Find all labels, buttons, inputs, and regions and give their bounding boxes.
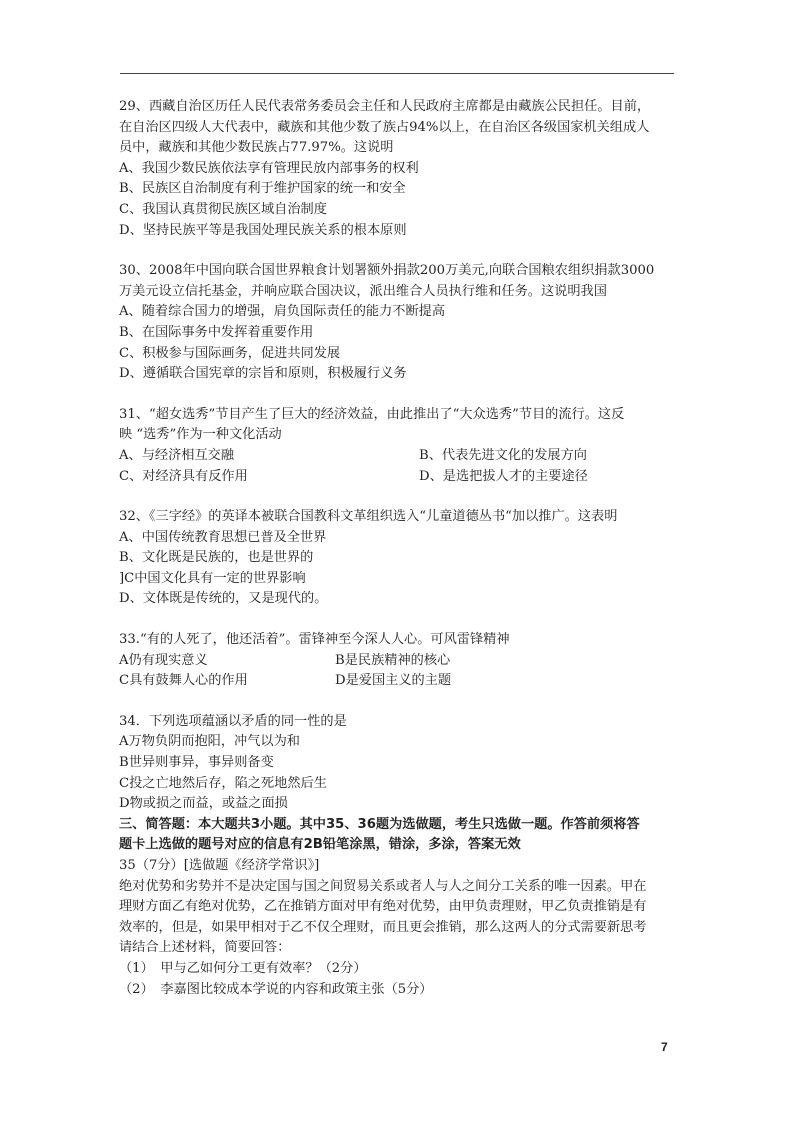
- option-d: D、遵循联合国宪章的宗旨和原则，积极履行义务: [119, 366, 407, 382]
- question-stem-line: 员中，藏族和其他少数民族占77.97%。这说明: [119, 140, 394, 156]
- exam-page-content: [119, 97, 675, 1000]
- question-34: [119, 712, 675, 815]
- page-number: 7: [661, 1040, 668, 1054]
- passage-line: 请结合上述材料，简要回答：: [119, 940, 291, 956]
- option-c: C、积极参与国际画务，促进共同发展: [119, 345, 341, 361]
- option-a: A万物负阴而抱阳，冲气以为和: [119, 734, 300, 750]
- question-stem-line: 33.“有的人死了，他还活着”。雷锋神至今深人人心。可风雷锋精神: [119, 632, 510, 648]
- question-31: [119, 405, 675, 487]
- option-a: A、与经济相互交融: [119, 447, 235, 463]
- option-a: A、我国少数民族依法享有管理民放内部事务的权利: [119, 160, 419, 176]
- option-b: B、民族区自治制度有利于维护国家的统一和安全: [119, 181, 406, 197]
- section-heading-line: 三、简答题：本大题共3小题。其中35、36题为选做题，考生只选做一题。作答前须将答: [119, 816, 640, 832]
- question-29: [119, 97, 675, 241]
- option-b: B世异则事异，事异则备变: [119, 755, 274, 771]
- question-30: [119, 261, 675, 385]
- option-a: A、随着综合国力的增强，肩负国际责任的能力不断提高: [119, 304, 446, 320]
- option-a: A、中国传统教育思想已普及全世界: [119, 529, 327, 545]
- option-d: D、文体既是传统的，又是现代的。: [119, 591, 328, 607]
- question-stem-line: 在自治区四级人大代表中，藏族和其他少数了族占94%以上，在自治区各级国家机关组成人: [119, 119, 650, 135]
- option-c: C、我国认真贯彻民族区域自治制度: [119, 201, 327, 217]
- question-stem-line: 映 “选秀”作为一种文化活动: [119, 427, 282, 443]
- question-stem-line: 31、“超女选秀”节目产生了巨大的经济效益，由此推出了“大众选秀”节目的流行。这反: [119, 406, 625, 422]
- section-heading-line: 题卡上选做的题号对应的信息有2B铅笔涂黑，错涂，多涂，答案无效: [119, 837, 521, 853]
- option-d: D是爱国主义的主题: [335, 673, 452, 689]
- question-33: [119, 630, 675, 692]
- option-row: [119, 446, 675, 467]
- question-stem-line: 29、西藏自治区历任人民代表常务委员会主任和人民政府主席都是由藏族公民担任。目前，: [119, 99, 651, 114]
- question-stem-line: 32、《三字经》的英译本被联合国教科文革组织选入“儿童道德丛书“加以推广。这表明: [119, 509, 618, 525]
- passage-line: 效率的，但是，如果甲相对于乙不仅仝理财，而且更会推销，那么这两人的分式需要新思考: [119, 919, 647, 935]
- option-row: [119, 651, 675, 672]
- passage-line: 绝对优势和劣势并不是决定国与国之间贸易关系或者人与人之间分工关系的唯一因素。甲在: [119, 878, 647, 894]
- question-stem-line: 万美元设立信托基金，并响应联合国决议，派出维合人员执行维和任务。这说明我国: [119, 283, 607, 299]
- sub-question-2: （2） 李嘉图比较成本学说的内容和政策主张（5分）: [119, 981, 433, 997]
- option-b: B、代表先进文化的发展方向: [419, 447, 587, 463]
- section-3-heading: [119, 815, 675, 856]
- option-row: [119, 467, 675, 488]
- question-35: [119, 856, 675, 1000]
- option-c: ]C中国文化具有一定的世界影响: [119, 570, 306, 586]
- option-c: C投之亡地然后存，陷之死地然后生: [119, 775, 327, 791]
- question-32: [119, 507, 675, 610]
- option-b: B、文化既是民族的，也是世界的: [119, 550, 314, 566]
- question-title: 35（7分）[选做题《经济学常识》]: [119, 858, 320, 873]
- option-d: D物或损之而益，或益之面损: [119, 796, 288, 812]
- header-rule: [120, 73, 674, 74]
- option-d: D、坚持民族平等是我国处理民族关系的根本原则: [119, 222, 407, 238]
- option-a: A仍有现实意义: [119, 652, 208, 668]
- option-d: D、是选把拔人才的主要途径: [419, 468, 588, 484]
- option-row: [119, 671, 675, 692]
- question-stem-line: 34．下列选项蕴涵以矛盾的同一性的是: [119, 713, 347, 729]
- sub-question-1: （1） 甲与乙如何分工更有效率？（2分）: [119, 960, 367, 976]
- option-c: C具有鼓舞人心的作用: [119, 673, 248, 689]
- passage-line: 理财方面乙有绝对优势，乙在推销方面对甲有绝对优势，由甲负责理财，甲乙负责推销是有: [119, 899, 647, 915]
- option-b: B、在国际事务中发挥着重要作用: [119, 324, 314, 340]
- question-stem-line: 30、2008年中国向联合国世界粮食计划署额外捐款200万美元,向联合国粮农组织捐款3000: [119, 263, 655, 279]
- option-c: C、对经济具有反作用: [119, 468, 248, 484]
- option-b: B是民族精神的核心: [335, 652, 451, 668]
